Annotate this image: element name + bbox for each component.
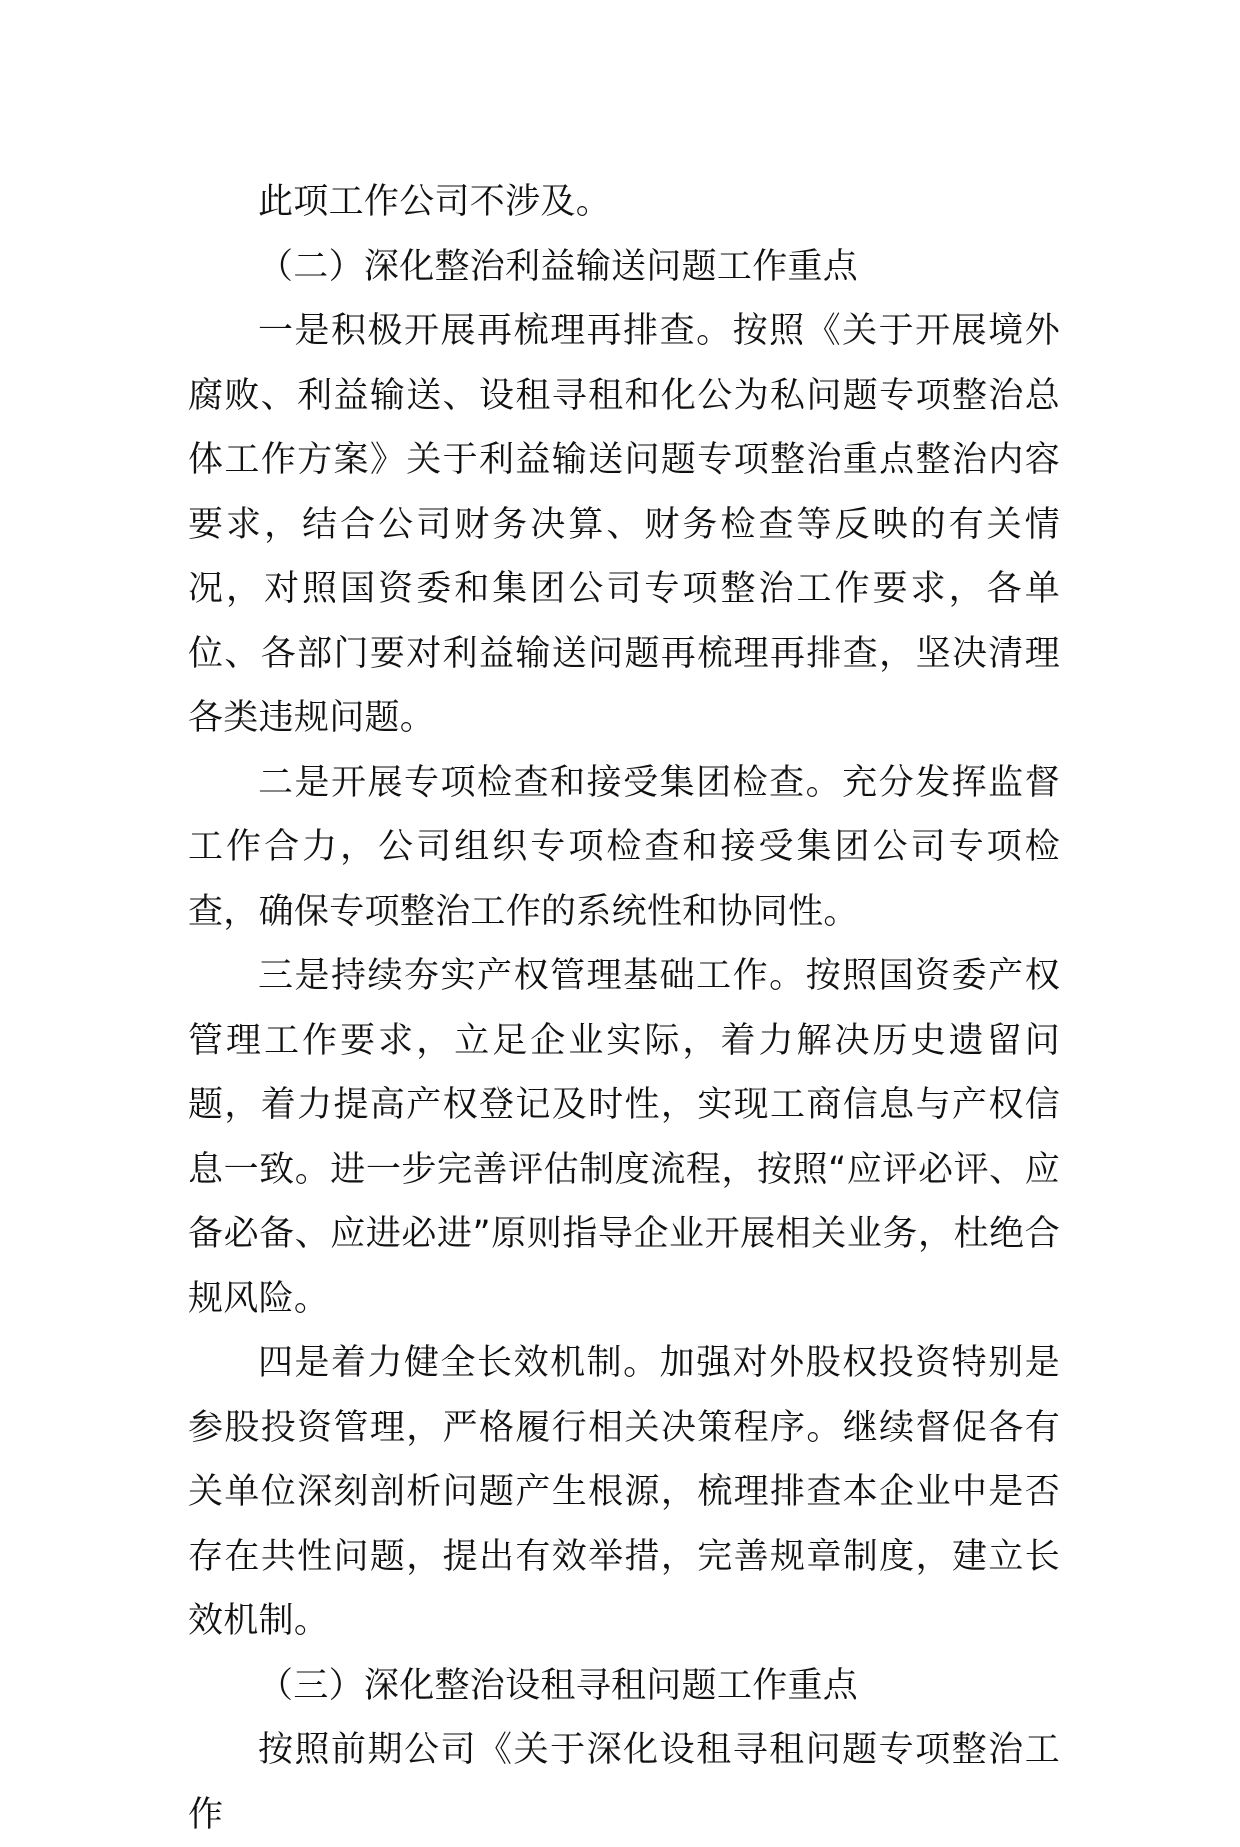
paragraph-not-applicable: 此项工作公司不涉及。: [258, 182, 612, 222]
paragraph-item-3: 三是持续夯实产权管理基础工作。按照国资委产权管理工作要求，立足企业实际，着力解决历史遗留问题，着力提高产权登记及时性，实现工商信息与产权信息一致。进一步完善评估制度流程，按照“应评必评、应备必备、应进必进”原则指导企业开展相关业务，杜绝合规风险。: [188, 956, 1060, 1319]
document-body: [188, 170, 1060, 1847]
paragraph-item-4: 四是着力健全长效机制。加强对外股权投资特别是参股投资管理，严格履行相关决策程序。继续督促各有关单位深刻剖析问题产生根源，梳理排查本企业中是否存在共性问题，提出有效举措，完善规章制度，建立长效机制。: [188, 1343, 1060, 1641]
section-heading-2: （二）深化整治利益输送问题工作重点: [258, 246, 859, 287]
paragraph-item-2: 二是开展专项检查和接受集团检查。充分发挥监督工作合力，公司组织专项检查和接受集团公司专项检查，确保专项整治工作的系统性和协同性。: [188, 762, 1060, 932]
section-heading-3: （三）深化整治设租寻租问题工作重点: [258, 1665, 859, 1706]
paragraph-section-3-intro: 按照前期公司《关于深化设租寻租问题专项整治工作: [188, 1730, 1060, 1835]
paragraph-item-1: 一是积极开展再梳理再排查。按照《关于开展境外腐败、利益输送、设租寻租和化公为私问题专项整治总体工作方案》关于利益输送问题专项整治重点整治内容要求，结合公司财务决算、财务检查等反映的有关情况，对照国资委和集团公司专项整治工作要求，各单位、各部门要对利益输送问题再梳理再排查，坚决清理各类违规问题。: [188, 311, 1060, 738]
